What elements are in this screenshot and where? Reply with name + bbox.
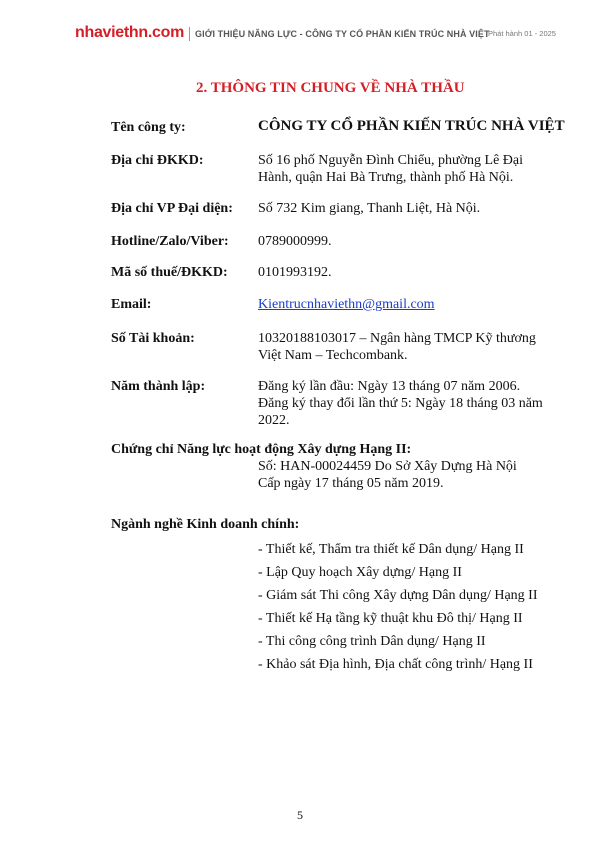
business-item: - Thiết kế, Thẩm tra thiết kế Dân dụng/ Hạng II: [258, 542, 524, 557]
founded-line-1: Đăng ký lần đầu: Ngày 13 tháng 07 năm 2006.: [258, 379, 521, 394]
tax-value: 0101993192.: [258, 265, 332, 280]
tax-label: Mã số thuế/ĐKKD:: [111, 265, 228, 280]
business-label: Ngành nghề Kinh doanh chính:: [111, 517, 300, 532]
hotline-label: Hotline/Zalo/Viber:: [111, 234, 229, 249]
company-value: CÔNG TY CỔ PHẦN KIẾN TRÚC NHÀ VIỆT: [258, 118, 565, 134]
account-label: Số Tài khoản:: [111, 331, 195, 346]
certificate-line-2: Cấp ngày 17 tháng 05 năm 2019.: [258, 476, 444, 491]
business-item: - Thiết kế Hạ tầng kỹ thuật khu Đô thị/ Hạng II: [258, 611, 523, 626]
business-item: - Thi công công trình Dân dụng/ Hạng II: [258, 634, 486, 649]
issue-label: Phát hành 01 - 2025: [488, 29, 556, 38]
founded-line-3: 2022.: [258, 413, 290, 428]
business-item: - Giám sát Thi công Xây dựng Dân dụng/ Hạng II: [258, 588, 538, 603]
address-line-1: Số 16 phố Nguyễn Đình Chiểu, phường Lê Đại: [258, 153, 524, 168]
email-label: Email:: [111, 297, 152, 312]
founded-label: Năm thành lập:: [111, 379, 206, 394]
header-divider: [189, 27, 190, 41]
company-label: Tên công ty:: [111, 120, 186, 135]
section-title: 2. THÔNG TIN CHUNG VỀ NHÀ THẦU: [196, 80, 465, 96]
office-label: Địa chỉ VP Đại diện:: [111, 201, 233, 216]
office-value: Số 732 Kim giang, Thanh Liệt, Hà Nội.: [258, 201, 481, 216]
founded-line-2: Đăng ký thay đổi lần thứ 5: Ngày 18 tháng 03 năm: [258, 396, 543, 411]
certificate-line-1: Số: HAN-00024459 Do Sở Xây Dựng Hà Nội: [258, 459, 517, 474]
page-number: 5: [297, 808, 303, 822]
business-item: - Lập Quy hoạch Xây dựng/ Hạng II: [258, 565, 462, 580]
hotline-value: 0789000999.: [258, 234, 332, 249]
header-tagline: GIỚI THIỆU NĂNG LỰC - CÔNG TY CỔ PHẦN KIẾN TRÚC NHÀ VIỆT: [195, 29, 490, 39]
account-line-1: 10320188103017 – Ngân hàng TMCP Kỹ thương: [258, 331, 536, 346]
account-line-2: Việt Nam – Techcombank.: [258, 348, 408, 363]
email-link[interactable]: Kientrucnhaviethn@gmail.com: [258, 297, 435, 312]
address-line-2: Hành, quận Hai Bà Trưng, thành phố Hà Nội.: [258, 170, 514, 185]
business-item: - Khảo sát Địa hình, Địa chất công trình/ Hạng II: [258, 657, 533, 672]
page-header: [0, 0, 600, 40]
certificate-label: Chứng chỉ Năng lực hoạt động Xây dựng Hạng II:: [111, 442, 412, 457]
brand-logo: nhaviethn.com: [75, 24, 185, 41]
address-label: Địa chỉ ĐKKD:: [111, 153, 204, 168]
